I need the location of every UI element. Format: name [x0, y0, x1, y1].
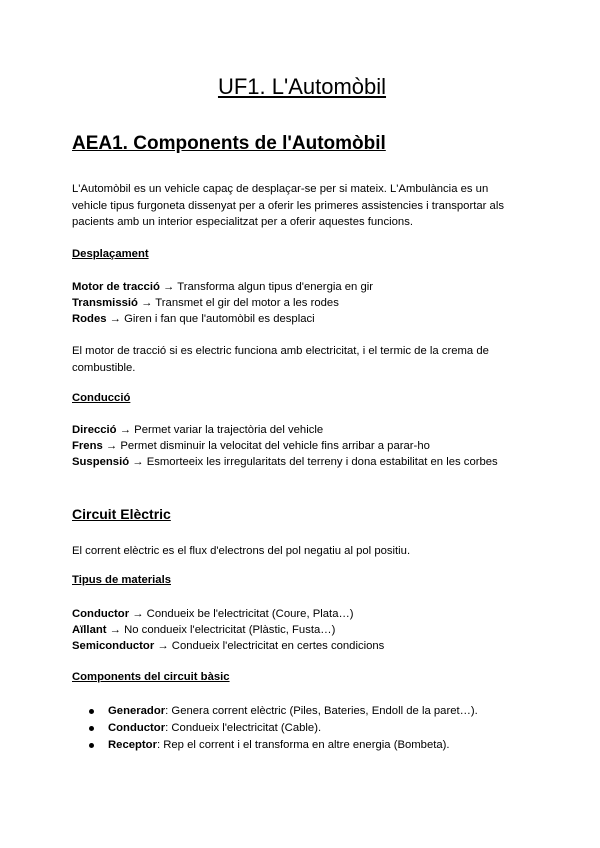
list-item: [72, 737, 478, 754]
definition-line: [72, 638, 532, 655]
term: Semiconductor: [72, 640, 155, 652]
term: Suspensió: [72, 456, 130, 468]
subheading-displacement: Desplaçament: [72, 248, 149, 260]
section-heading-circuit: Circuit Elèctric: [72, 506, 171, 522]
definition: → Esmorteeix les irregularitats del terreny i dona estabilitat en les corbes: [129, 456, 498, 468]
term: Receptor: [108, 739, 157, 751]
subheading-components: Components del circuit bàsic: [72, 671, 230, 683]
definition-line: [72, 606, 532, 623]
bullet-icon: [89, 709, 94, 714]
definition-line: [72, 454, 512, 471]
definition: → Transmet el gir del motor a les rodes: [137, 297, 339, 309]
definition: → Condueix be l'electricitat (Coure, Plata…): [129, 608, 354, 620]
term: Direcció: [72, 424, 117, 436]
term: Rodes: [72, 313, 107, 325]
definition: → Transforma algun tipus d'energia en gir: [159, 281, 374, 293]
section-heading-components: AEA1. Components de l'Automòbil: [72, 133, 386, 154]
definition: → No condueix l'electricitat (Plàstic, Fusta…): [106, 624, 336, 636]
definition: → Condueix l'electricitat en certes condicions: [154, 640, 385, 652]
term: Motor de tracció: [72, 281, 160, 293]
definition-line: [72, 295, 532, 312]
term: Conductor: [108, 722, 166, 734]
definition-line: [72, 622, 532, 639]
term: Generador: [108, 705, 166, 717]
bullet-icon: [89, 743, 94, 748]
list-item: [72, 703, 478, 720]
motor-note-paragraph: El motor de tracció si es electric funciona amb electricitat, i el termic de la crema de combustible.: [72, 345, 489, 374]
definition: : Genera corrent elèctric (Piles, Bateries, Endoll de la paret…).: [165, 705, 478, 717]
definition: → Permet disminuir la velocitat del vehicle fins arribar a parar-ho: [102, 440, 430, 452]
document-title: UF1. L'Automòbil: [217, 74, 387, 99]
term: Aïllant: [72, 624, 107, 636]
definition: → Giren i fan que l'automòbil es desplaci: [106, 313, 315, 325]
intro-paragraph: L'Automòbil es un vehicle capaç de desplaçar-se per si mateix. L'Ambulància es un vehicle tipus furgoneta dissenyat per a oferir les primeres assistencies i transportar als pacients amb un interior especialitzat per a oferir aquestes funcions.: [72, 183, 504, 228]
subheading-materials: Tipus de materials: [72, 574, 171, 586]
definition-line: [72, 311, 532, 328]
components-list: [72, 703, 478, 754]
list-item: [72, 720, 478, 737]
definition-line: [72, 279, 532, 296]
term: Conductor: [72, 608, 130, 620]
term: Transmissió: [72, 297, 138, 309]
definition: : Rep el corrent i el transforma en altre energia (Bombeta).: [156, 739, 450, 751]
definition: → Permet variar la trajectòria del vehicle: [116, 424, 324, 436]
term: Frens: [72, 440, 103, 452]
subheading-driving: Conducció: [72, 392, 131, 404]
bullet-icon: [89, 726, 94, 731]
definition-line: [72, 422, 532, 439]
definition-line: [72, 438, 532, 455]
circuit-intro-paragraph: El corrent elèctric es el flux d'electrons del pol negatiu al pol positiu.: [72, 545, 411, 557]
definition: : Condueix l'electricitat (Cable).: [165, 722, 322, 734]
